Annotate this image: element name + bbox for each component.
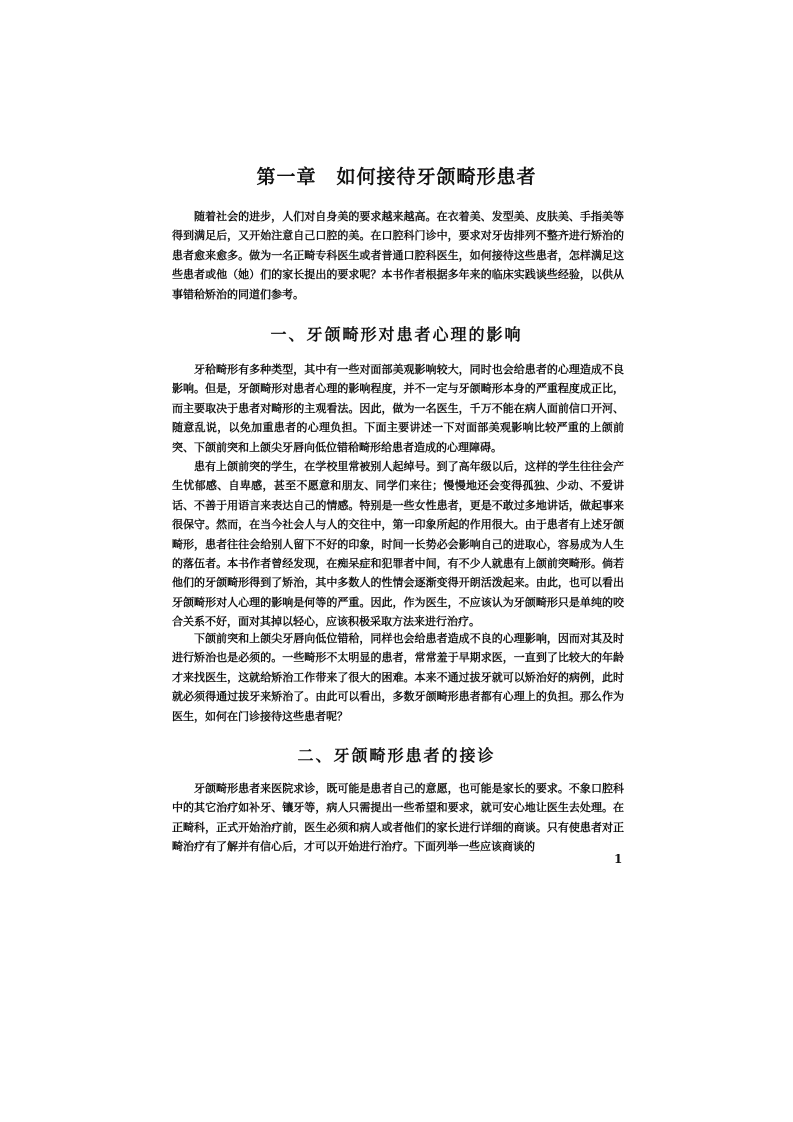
chapter-title: 第一章 如何接待牙颌畸形患者: [256, 166, 537, 188]
intro-paragraph: 随着社会的进步，人们对自身美的要求越来越高。在衣着美、发型美、皮肤美、手指美等得到满足后，又开始注意自己口腔的美。在口腔科门诊中，要求对牙齿排列不整齐进行矫治的患者愈来愈多。做为一名正畸专科医生或者普通口腔科医生，如何接待这些患者，怎样满足这些患者或他（她）们的家长提出的要求呢？本书作者根据多年来的临床实践谈些经验，以供从事错秴矫治的同道们参考。: [172, 210, 624, 301]
section-1-paragraph-2: 患有上颌前突的学生，在学校里常被别人起绰号。到了高年级以后，这样的学生往往会产生忧郁感、自卑感，甚至不愿意和朋友、同学们来往；慢慢地还会变得孤独、少动、不爱讲话、不善于用语言来表达自己的情感。特别是一些女性患者，更是不敢过多地讲话，做起事来很保守。然而，在当今社会人与人的交往中，第一印象所起的作用很大。由于患者有上述牙颌畸形，患者往往会给别人留下不好的印象，时间一长势必会影响自己的进取心，容易成为人生的落伍者。本书作者曾经发现，在痴呆症和犯罪者中间，有不少人就患有上颌前突畸形。倘若他们的牙颌畸形得到了矫治，其中多数人的性情会逐渐变得开朗活泼起来。由此，也可以看出牙颌畸形对人心理的影响是何等的严重。因此，作为医生，不应该认为牙颌畸形只是单纯的咬合关系不好，面对其掉以轻心，应该积极采取方法来进行治疗。: [172, 460, 624, 629]
section-1-title: 一、牙颌畸形对患者心理的影响: [270, 325, 523, 344]
section-1-paragraph-1: 牙秴畸形有多种类型，其中有一些对面部美观影响较大，同时也会给患者的心理造成不良影响。但是，牙颌畸形对患者心理的影响程度，并不一定与牙颌畸形本身的严重程度成正比，而主要取决于患者对畸形的主观看法。因此，做为一名医生，千万不能在病人面前信口开河、随意乱说，以免加重患者的心理负担。下面主要讲述一下对面部美观影响比较严重的上颌前突、下颌前突和上颌尖牙唇向低位错秴畸形给患者造成的心理障碍。: [172, 363, 624, 454]
page-number: 1: [614, 852, 623, 866]
section-2-title: 二、牙颌畸形患者的接诊: [297, 746, 496, 765]
section-2-paragraph-1: 牙颌畸形患者来医院求诊，既可能是患者自己的意愿，也可能是家长的要求。不象口腔科中的其它治疗如补牙、镶牙等，病人只需提出一些希望和要求，就可安心地让医生去处理。在正畸科，正式开始治疗前，医生必须和病人或者他们的家长进行详细的商谈。只有使患者对正畸治疗有了解并有信心后，才可以开始进行治疗。下面列举一些应该商谈的: [172, 782, 624, 854]
section-1-paragraph-3: 下颌前突和上颌尖牙唇向低位错秴，同样也会给患者造成不良的心理影响，因而对其及时进行矫治也是必须的。一些畸形不太明显的患者，常常羞于早期求医，一直到了比较大的年龄才来找医生，这就给矫治工作带来了很大的困难。本来不通过拔牙就可以矫治好的病例，此时就必须得通过拔牙来矫治了。由此可以看出，多数牙颌畸形患者都有心理上的负担。那么作为医生，如何在门诊接待这些患者呢？: [172, 632, 624, 723]
